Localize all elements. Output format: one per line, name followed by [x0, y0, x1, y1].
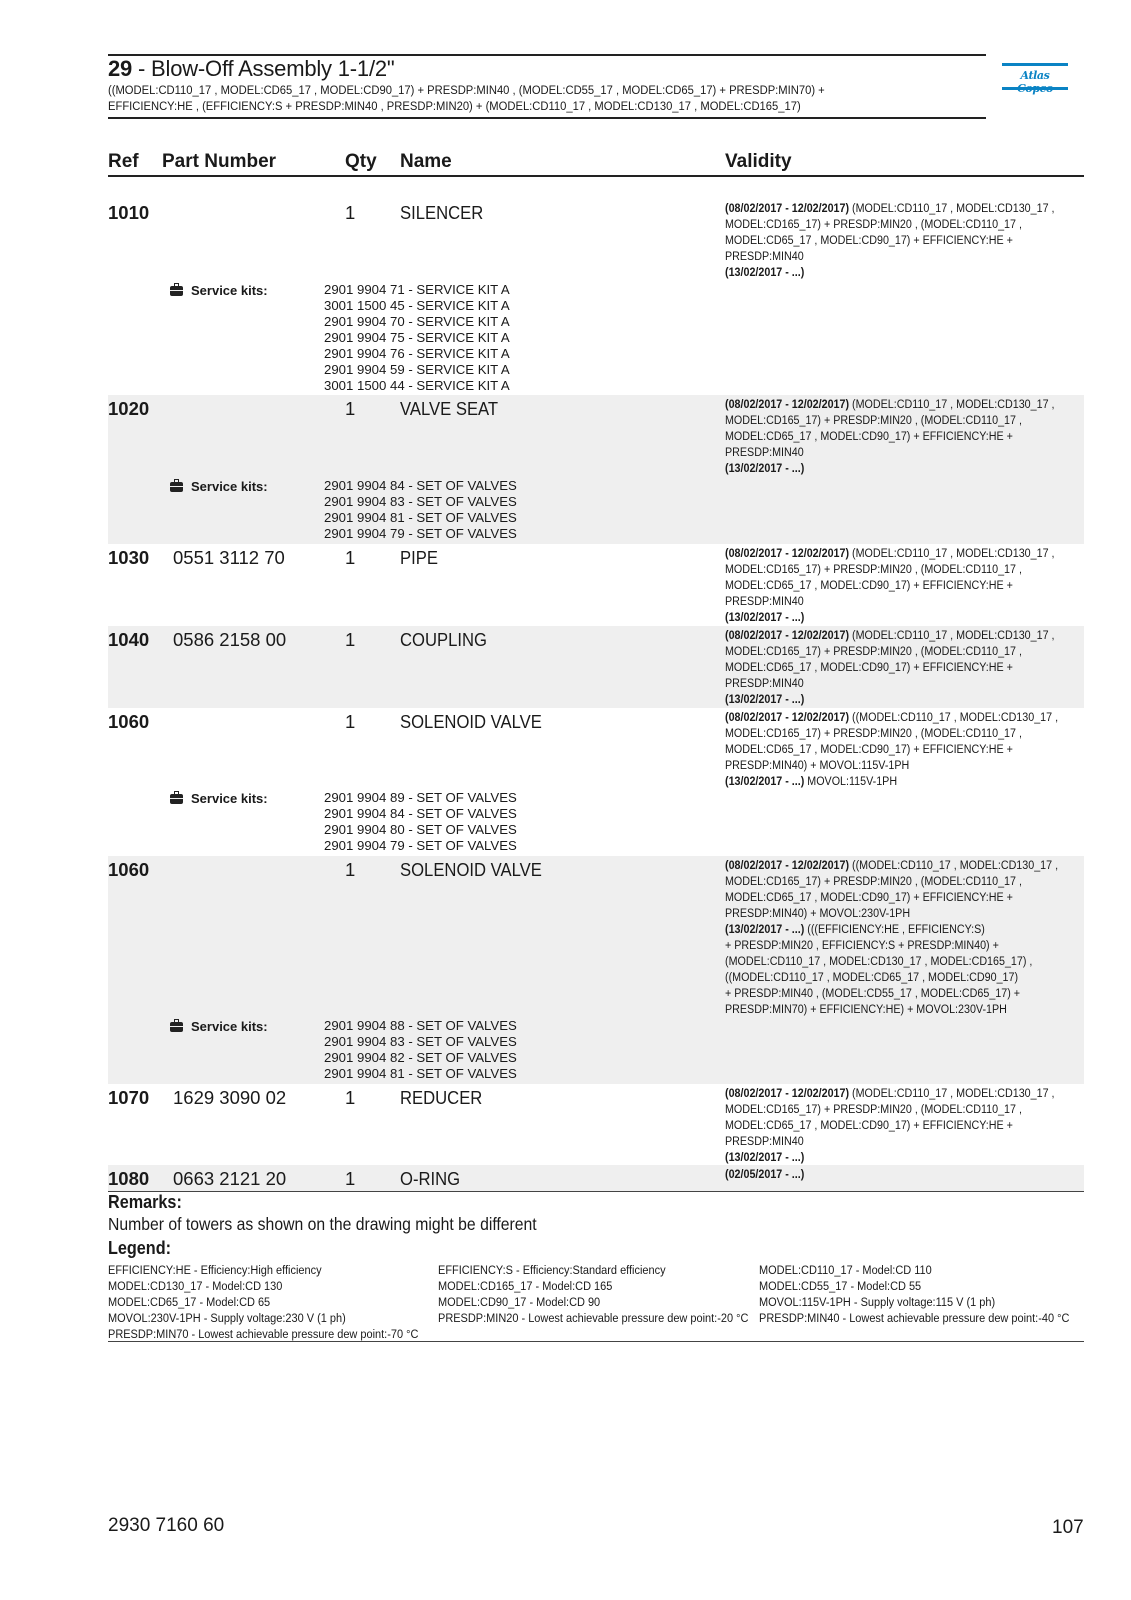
service-kit-item: 2901 9904 82 - SET OF VALVES [324, 1050, 517, 1065]
legend-column [108, 1262, 418, 1342]
legend-item: PRESDP:MIN70 - Lowest achievable pressure dew point:-70 °C [108, 1327, 419, 1341]
row-part-number: 0663 2121 20 [173, 1168, 287, 1189]
atlas-copco-logo [1002, 63, 1068, 95]
col-header-name: Name [400, 151, 452, 172]
col-header-qty: Qty [345, 151, 377, 172]
col-header-part-number: Part Number [162, 151, 277, 172]
legend-item: MODEL:CD165_17 - Model:CD 165 [438, 1279, 613, 1293]
legend-item: MODEL:CD90_17 - Model:CD 90 [438, 1295, 601, 1309]
row-name: VALVE SEAT [400, 398, 499, 419]
row-validity: (08/02/2017 - 12/02/2017) ((MODEL:CD110_17 , MODEL:CD130_17 , MODEL:CD165_17) + PRESDP:MIN20 , (MODEL:CD110_17 , MODEL:CD65_17 , MODEL:CD90_17) + EFFICIENCY:HE + PRESDP:MIN40) + MOVOL:115V-1PH (13/02/2017 - ...) MOVOL:115V-1PH [725, 710, 1059, 788]
service-kit-item: 2901 9904 84 - SET OF VALVES [324, 806, 517, 821]
row-name: REDUCER [400, 1087, 483, 1108]
service-kit-item: 2901 9904 89 - SET OF VALVES [324, 790, 517, 805]
row-ref: 1030 [108, 547, 150, 568]
service-kit-item: 3001 1500 45 - SERVICE KIT A [324, 298, 510, 313]
legend-end-rule [108, 1341, 1084, 1342]
legend-item: EFFICIENCY:S - Efficiency:Standard efficiency [438, 1263, 666, 1277]
logo-top-bar [1002, 63, 1068, 66]
row-qty: 1 [345, 398, 356, 419]
legend-item: EFFICIENCY:HE - Efficiency:High efficiency [108, 1263, 322, 1277]
service-kit-list [324, 282, 510, 394]
row-ref: 1070 [108, 1087, 150, 1108]
legend-item: MOVOL:115V-1PH - Supply voltage:115 V (1 ph) [759, 1295, 996, 1309]
col-header-validity: Validity [725, 151, 792, 172]
table-header-rule [108, 175, 1084, 177]
service-kit-item: 3001 1500 44 - SERVICE KIT A [324, 378, 510, 393]
service-kit-list [324, 478, 517, 542]
assembly-condition-line: EFFICIENCY:HE , (EFFICIENCY:S + PRESDP:MIN40 , PRESDP:MIN20) + (MODEL:CD110_17 , MODEL:CD130_17 , MODEL:CD165_17) [108, 99, 801, 113]
toolbox-icon [170, 286, 183, 296]
service-kit-item: 2901 9904 79 - SET OF VALVES [324, 526, 517, 541]
service-kit-item: 2901 9904 83 - SET OF VALVES [324, 494, 517, 509]
service-kit-item: 2901 9904 80 - SET OF VALVES [324, 822, 517, 837]
legend-item: MODEL:CD110_17 - Model:CD 110 [759, 1263, 932, 1277]
service-kits-label: Service kits: [170, 791, 268, 806]
assembly-condition-line: ((MODEL:CD110_17 , MODEL:CD65_17 , MODEL:CD90_17) + PRESDP:MIN40 , (MODEL:CD55_17 , MODEL:CD65_17) + PRESDP:MIN70) + [108, 83, 825, 97]
assembly-conditions [108, 82, 918, 114]
legend-item: MODEL:CD130_17 - Model:CD 130 [108, 1279, 283, 1293]
service-kit-item: 2901 9904 81 - SET OF VALVES [324, 510, 517, 525]
row-qty: 1 [345, 202, 356, 223]
row-ref: 1060 [108, 859, 150, 880]
remarks-text: Number of towers as shown on the drawing might be different [108, 1214, 537, 1234]
toolbox-icon [170, 794, 183, 804]
row-validity: (08/02/2017 - 12/02/2017) (MODEL:CD110_17 , MODEL:CD130_17 , MODEL:CD165_17) + PRESDP:MIN20 , (MODEL:CD110_17 , MODEL:CD65_17 , MODEL:CD90_17) + EFFICIENCY:HE + PRESDP:MIN40 (13/02/2017 - ...) [725, 397, 1055, 475]
row-name: COUPLING [400, 629, 487, 650]
row-qty: 1 [345, 1087, 356, 1108]
legend-item: MODEL:CD55_17 - Model:CD 55 [759, 1279, 922, 1293]
section-title: - Blow-Off Assembly 1-1/2" [138, 56, 395, 81]
row-validity: (08/02/2017 - 12/02/2017) ((MODEL:CD110_17 , MODEL:CD130_17 , MODEL:CD165_17) + PRESDP:MIN20 , (MODEL:CD110_17 , MODEL:CD65_17 , MODEL:CD90_17) + EFFICIENCY:HE + PRESDP:MIN40) + MOVOL:230V-1PH (13/02/2017 - ...) (((EFFICIENCY:HE , EFFICIENCY:S) + PRESDP:MIN20 , EFFICIENCY:S + PRESDP:MIN40) + (MODEL:CD110_17 , MODEL:CD130_17 , MODEL:CD165_17) , ((MODEL:CD110_17 , MODEL:CD65_17 , MODEL:CD90_17) + PRESDP:MIN40 , (MODEL:CD55_17 , MODEL:CD65_17) + PRESDP:MIN70) + EFFICIENCY:HE) + MOVOL:230V-1PH [725, 858, 1059, 1016]
logo-bottom-bar [1002, 87, 1068, 90]
legend-item: MODEL:CD65_17 - Model:CD 65 [108, 1295, 271, 1309]
row-ref: 1020 [108, 398, 150, 419]
service-kit-list [324, 1018, 517, 1082]
toolbox-icon [170, 1022, 183, 1032]
row-validity: (02/05/2017 - ...) [725, 1167, 805, 1181]
table-end-rule [108, 1191, 1084, 1192]
service-kit-item: 2901 9904 88 - SET OF VALVES [324, 1018, 517, 1033]
row-part-number: 0551 3112 70 [173, 547, 285, 568]
service-kit-item: 2901 9904 84 - SET OF VALVES [324, 478, 517, 493]
service-kit-item: 2901 9904 70 - SERVICE KIT A [324, 314, 510, 329]
service-kit-list [324, 790, 517, 854]
legend-heading: Legend: [108, 1238, 171, 1258]
service-kit-item: 2901 9904 59 - SERVICE KIT A [324, 362, 510, 377]
remarks-heading: Remarks: [108, 1192, 182, 1212]
row-ref: 1010 [108, 202, 150, 223]
legend-column [438, 1262, 748, 1326]
row-name: SOLENOID VALVE [400, 859, 542, 880]
row-validity: (08/02/2017 - 12/02/2017) (MODEL:CD110_17 , MODEL:CD130_17 , MODEL:CD165_17) + PRESDP:MIN20 , (MODEL:CD110_17 , MODEL:CD65_17 , MODEL:CD90_17) + EFFICIENCY:HE + PRESDP:MIN40 (13/02/2017 - ...) [725, 201, 1055, 279]
service-kits-label: Service kits: [170, 479, 268, 494]
toolbox-icon [170, 482, 183, 492]
service-kit-item: 2901 9904 83 - SET OF VALVES [324, 1034, 517, 1049]
row-validity: (08/02/2017 - 12/02/2017) (MODEL:CD110_17 , MODEL:CD130_17 , MODEL:CD165_17) + PRESDP:MIN20 , (MODEL:CD110_17 , MODEL:CD65_17 , MODEL:CD90_17) + EFFICIENCY:HE + PRESDP:MIN40 (13/02/2017 - ...) [725, 1086, 1055, 1164]
row-ref: 1060 [108, 711, 150, 732]
service-kits-label: Service kits: [170, 1019, 268, 1034]
service-kit-item: 2901 9904 79 - SET OF VALVES [324, 838, 517, 853]
row-ref: 1080 [108, 1168, 150, 1189]
row-qty: 1 [345, 547, 356, 568]
section-number: 29 [108, 56, 133, 81]
legend-item: PRESDP:MIN40 - Lowest achievable pressure dew point:-40 °C [759, 1311, 1070, 1325]
legend-item: PRESDP:MIN20 - Lowest achievable pressure dew point:-20 °C [438, 1311, 749, 1325]
row-part-number: 0586 2158 00 [173, 629, 287, 650]
row-ref: 1040 [108, 629, 150, 650]
col-header-ref: Ref [108, 151, 139, 172]
row-part-number: 1629 3090 02 [173, 1087, 287, 1108]
service-kits-label: Service kits: [170, 283, 268, 298]
row-qty: 1 [345, 629, 356, 650]
legend-column [759, 1262, 1069, 1326]
row-validity: (08/02/2017 - 12/02/2017) (MODEL:CD110_17 , MODEL:CD130_17 , MODEL:CD165_17) + PRESDP:MIN20 , (MODEL:CD110_17 , MODEL:CD65_17 , MODEL:CD90_17) + EFFICIENCY:HE + PRESDP:MIN40 (13/02/2017 - ...) [725, 628, 1055, 706]
legend-item: MOVOL:230V-1PH - Supply voltage:230 V (1 ph) [108, 1311, 346, 1325]
header-bottom-rule [108, 117, 986, 119]
row-qty: 1 [345, 859, 356, 880]
row-name: PIPE [400, 547, 438, 568]
page-number: 107 [1052, 1517, 1084, 1538]
row-name: SOLENOID VALVE [400, 711, 542, 732]
row-qty: 1 [345, 1168, 356, 1189]
service-kit-item: 2901 9904 76 - SERVICE KIT A [324, 346, 510, 361]
service-kit-item: 2901 9904 75 - SERVICE KIT A [324, 330, 510, 345]
service-kit-item: 2901 9904 71 - SERVICE KIT A [324, 282, 510, 297]
row-name: O-RING [400, 1168, 461, 1189]
row-name: SILENCER [400, 202, 484, 223]
service-kit-item: 2901 9904 81 - SET OF VALVES [324, 1066, 517, 1081]
page-title [108, 56, 395, 82]
logo-wordmark: Atlas [1020, 69, 1050, 82]
row-validity: (08/02/2017 - 12/02/2017) (MODEL:CD110_17 , MODEL:CD130_17 , MODEL:CD165_17) + PRESDP:MIN20 , (MODEL:CD110_17 , MODEL:CD65_17 , MODEL:CD90_17) + EFFICIENCY:HE + PRESDP:MIN40 (13/02/2017 - ...) [725, 546, 1055, 624]
row-qty: 1 [345, 711, 356, 732]
document-number: 2930 7160 60 [108, 1515, 225, 1536]
